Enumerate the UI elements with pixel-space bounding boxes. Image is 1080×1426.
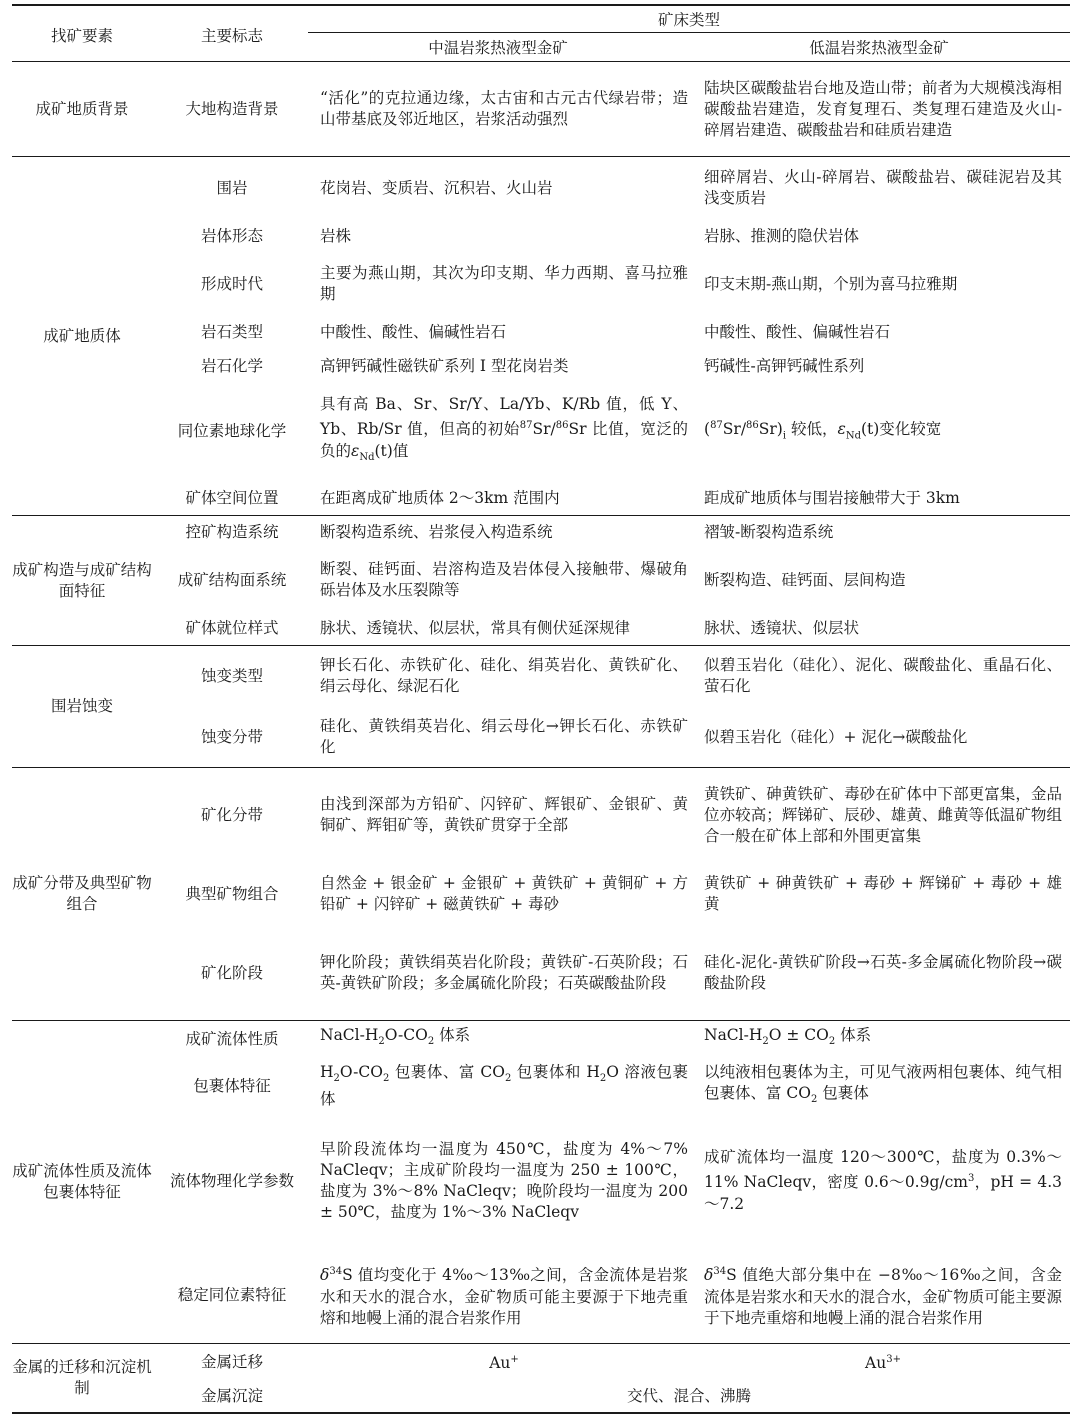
row-label: 大地构造背景 (185, 99, 279, 118)
header-col2: 主要标志 (200, 27, 263, 45)
cell-medium-temp: 断裂构造系统、岩浆侵入构造系统 (320, 522, 553, 541)
cell-medium-temp: 断裂、硅钙面、岩溶构造及岩体侵入接触带、爆破角砾岩体及水压裂隙等 (320, 560, 688, 599)
row-label: 流体物理化学参数 (169, 1171, 294, 1190)
row-label: 形成时代 (200, 274, 263, 293)
row-label: 金属迁移 (200, 1352, 263, 1371)
bottom-rule (12, 1412, 1070, 1414)
section-name: 金属的迁移和沉淀机制 (12, 1358, 152, 1397)
cell-medium-temp: 在距离成矿地质体 2～3km 范围内 (320, 488, 560, 507)
row-label: 围岩 (216, 178, 248, 197)
cell-medium-temp: 高钾钙碱性磁铁矿系列 I 型花岗岩类 (320, 356, 569, 375)
row-label: 包裹体特征 (193, 1076, 271, 1095)
cell-medium-temp: 脉状、透镜状、似层状，常具有侧伏延深规律 (320, 618, 631, 637)
cell-medium-temp: 中酸性、酸性、偏碱性岩石 (320, 322, 507, 341)
cell-low-temp: 以纯液相包裹体为主，可见气液两相包裹体、纯气相包裹体、富 $CO_2$ 包裹体 (704, 1062, 1062, 1106)
row-label: 岩石类型 (200, 322, 263, 341)
row-label: 蚀变类型 (200, 666, 263, 685)
cell-medium-temp: 具有高 Ba、Sr、Sr/Y、La/Yb、K/Rb 值，低 Y、Yb、Rb/Sr 值，但高的初始$^{87}$Sr/$^{86}$Sr 比值，宽泛的负的$\varepsilon_{Nd}(t)$值 (320, 395, 688, 463)
cell-medium-temp: NaCl-$H_2O-CO_2$ 体系 (320, 1026, 471, 1048)
section-name: 围岩蚀变 (50, 697, 113, 715)
cell-low-temp: 黄铁矿 + 砷黄铁矿 + 毒砂 + 辉锑矿 + 毒砂 + 雄黄 (704, 874, 1062, 913)
cell-medium-temp: Au+ (489, 1354, 519, 1373)
cell-medium-temp: $\delta^{34}S$ 值均变化于 4‰～13‰之间，含金流体是岩浆水和天水的混合水，金矿物质可能主要源于下地壳重熔和地幔上涌的混合岩浆作用 (320, 1266, 688, 1327)
cell-low-temp: 褶皱-断裂构造系统 (704, 522, 834, 541)
cell-medium-temp: 自然金 + 银金矿 + 金银矿 + 黄铁矿 + 黄铜矿 + 方铅矿 + 闪锌矿 + 磁黄铁矿 + 毒砂 (320, 874, 688, 913)
cell-low-temp: $Au^{3+}$ (865, 1354, 901, 1373)
section-rule-5 (12, 1020, 1070, 1021)
section-name: 成矿地质体 (43, 326, 121, 345)
row-label: 岩石化学 (200, 356, 263, 375)
cell-medium-temp: 钾长石化、赤铁矿化、硅化、绢英岩化、黄铁矿化、绢云母化、绿泥石化 (320, 656, 688, 695)
cell-low-temp: 岩脉、推测的隐伏岩体 (704, 226, 860, 245)
cell-low-temp: NaCl-$H_2O \pm CO_2$ 体系 (704, 1026, 872, 1048)
cell-low-temp: 硅化-泥化-黄铁矿阶段→石英-多金属硫化物阶段→碳酸盐阶段 (704, 953, 1062, 992)
row-label: 岩体形态 (200, 226, 263, 245)
cell-low-temp: 脉状、透镜状、似层状 (704, 618, 860, 637)
cell-low-temp: $(^{87}Sr/^{86}Sr)_i$ 较低，$\varepsilon_{Nd}(t)$变化较宽 (704, 420, 942, 442)
cell-medium-temp: “活化”的克拉通边缘，太古宙和古元古代绿岩带；造山带基底及邻近地区，岩浆活动强烈 (320, 89, 688, 128)
geology-table (12, 0, 1070, 1426)
section-rule-3 (12, 645, 1070, 646)
cell-low-temp: 似碧玉岩化（硅化）+ 泥化→碳酸盐化 (704, 727, 968, 746)
section-rule-6 (12, 1343, 1070, 1344)
header-col4: 低温岩浆热液型金矿 (809, 39, 949, 57)
header-col3: 中温岩浆热液型金矿 (428, 39, 568, 57)
section-name: 成矿流体性质及流体包裹体特征 (12, 1162, 152, 1201)
row-label: 稳定同位素特征 (177, 1285, 287, 1304)
cell-low-temp: 陆块区碳酸盐岩台地及造山带；前者为大规模浅海相碳酸盐岩建造，发育复理石、类复理石建造及火山-碎屑岩建造、碳酸盐岩和硅质岩建造 (704, 78, 1062, 139)
header-col1: 找矿要素 (50, 27, 113, 45)
row-label: 成矿流体性质 (185, 1029, 279, 1048)
row-label: 蚀变分带 (200, 727, 263, 746)
cell-medium-temp: 硅化、黄铁绢英岩化、绢云母化→钾长石化、赤铁矿化 (320, 717, 688, 756)
cell-low-temp: 中酸性、酸性、偏碱性岩石 (704, 322, 891, 341)
row-label: 成矿结构面系统 (177, 570, 287, 589)
cell-low-temp: 距成矿地质体与围岩接触带大于 3km (704, 488, 960, 507)
cell-merged: 交代、混合、沸腾 (626, 1386, 751, 1405)
row-label: 矿体空间位置 (185, 488, 279, 507)
cell-low-temp: 钙碱性-高钾钙碱性系列 (704, 356, 865, 375)
row-label: 矿化分带 (200, 805, 263, 824)
header-group: 矿床类型 (657, 11, 720, 29)
cell-medium-temp: 花岗岩、变质岩、沉积岩、火山岩 (320, 178, 553, 197)
cell-low-temp: 似碧玉岩化（硅化）、泥化、碳酸盐化、重晶石化、萤石化 (704, 656, 1062, 695)
cell-low-temp: 黄铁矿、砷黄铁矿、毒砂在矿体中下部更富集，金品位亦较高；辉锑矿、辰砂、雄黄、雌黄等低温矿物组合一般在矿体上部和外围更富集 (704, 784, 1062, 845)
row-label: 控矿构造系统 (185, 522, 279, 541)
cell-medium-temp: 主要为燕山期，其次为印支期、华力西期、喜马拉雅期 (320, 264, 688, 303)
cell-low-temp: $\delta^{34}S$ 值绝大部分集中在 −8‰～16‰之间，含金流体是岩浆水和天水的混合水，金矿物质可能主要源于下地壳重熔和地幔上涌的混合岩浆作用 (704, 1266, 1062, 1327)
top-rule (12, 4, 1070, 6)
section-name: 成矿分带及典型矿物组合 (12, 874, 152, 913)
row-label: 金属沉淀 (200, 1386, 263, 1405)
section-rule-1 (12, 156, 1070, 157)
cell-medium-temp: 钾化阶段；黄铁绢英岩化阶段；黄铁矿-石英阶段；石英-黄铁矿阶段；多金属硫化阶段；石英碳酸盐阶段 (320, 953, 688, 992)
cell-low-temp: 印支末期-燕山期，个别为喜马拉雅期 (704, 274, 958, 293)
row-label: 同位素地球化学 (177, 421, 287, 440)
cell-medium-temp: 早阶段流体均一温度为 450℃，盐度为 4%～7% NaCleqv；主成矿阶段均一温度为 250 ± 100℃，盐度为 3%～8% NaCleqv；晚阶段均一温度为 200 ± 50℃，盐度为 1%～3% NaCleqv (320, 1140, 688, 1221)
row-label: 矿体就位样式 (185, 618, 279, 637)
cell-low-temp: 断裂构造、硅钙面、层间构造 (704, 570, 906, 589)
cell-medium-temp: 由浅到深部为方铅矿、闪锌矿、辉银矿、金银矿、黄铜矿、辉钼矿等，黄铁矿贯穿于全部 (320, 795, 688, 834)
section-rule-4 (12, 767, 1070, 768)
cell-medium-temp: 岩株 (320, 226, 352, 245)
cell-low-temp: 细碎屑岩、火山-碎屑岩、碳酸盐岩、碳硅泥岩及其浅变质岩 (704, 168, 1062, 207)
row-label: 典型矿物组合 (185, 884, 279, 903)
section-name: 成矿构造与成矿结构面特征 (12, 560, 152, 600)
section-rule-2 (12, 515, 1070, 516)
header-subrule (308, 32, 1070, 33)
cell-low-temp: 成矿流体均一温度 120～300℃，盐度为 0.3%～11% NaCleqv，密度 $0.6\sim 0.9g/cm^3$，pH = 4.3～7.2 (704, 1148, 1062, 1213)
cell-medium-temp: $H_2O-CO_2$ 包裹体、富 $CO_2$ 包裹体和 $H_2O$ 溶液包裹体 (320, 1062, 689, 1109)
row-label: 矿化阶段 (200, 963, 263, 982)
section-name: 成矿地质背景 (35, 99, 129, 118)
